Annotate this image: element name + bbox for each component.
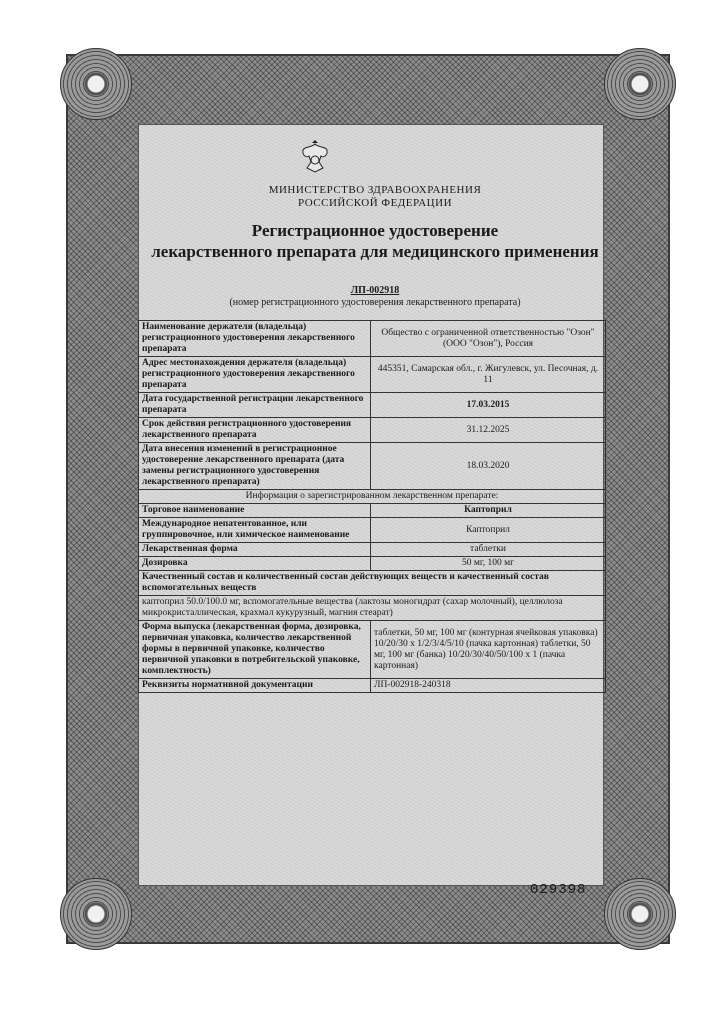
dosage-form-label: Лекарственная форма [139, 543, 371, 557]
serial-number: 029398 [530, 882, 587, 898]
table-row [139, 621, 606, 679]
table-row [139, 321, 606, 357]
table-row [139, 596, 606, 621]
holder-name-label: Наименование держателя (владельца) регистрационного удостоверения лекарственного препарата [139, 321, 371, 357]
ministry-line-1: МИНИСТЕРСТВО ЗДРАВООХРАНЕНИЯ [268, 184, 482, 196]
registration-number: ЛП-002918 [350, 285, 400, 296]
inn-label: Международное непатентованное, или группировочное, или химическое наименование [139, 518, 371, 543]
registration-number-block [180, 285, 570, 309]
table-row [139, 571, 606, 596]
table-row [139, 418, 606, 443]
validity-value: 31.12.2025 [371, 418, 606, 443]
release-form-label: Форма выпуска (лекарственная форма, дозировка, первичная упаковка, количество лекарственной формы в первичной упаковке, количество первичной упаковки в потребительской упаковке, комплектность) [139, 621, 371, 679]
dosage-value: 50 мг, 100 мг [371, 557, 606, 571]
normative-doc-label: Реквизиты нормативной документации [139, 679, 371, 693]
ministry-line-2: РОССИЙСКОЙ ФЕДЕРАЦИИ [297, 197, 453, 209]
table-row [139, 393, 606, 418]
title-line-1: Регистрационное удостоверение [251, 221, 499, 240]
validity-label: Срок действия регистрационного удостоверения лекарственного препарата [139, 418, 371, 443]
table-row [139, 490, 606, 504]
table-row [139, 557, 606, 571]
registration-number-caption: (номер регистрационного удостоверения лекарственного препарата) [229, 297, 521, 308]
certificate-title [130, 220, 620, 262]
table-row [139, 357, 606, 393]
table-row [139, 443, 606, 490]
release-form-value: таблетки, 50 мг, 100 мг (контурная ячейковая упаковка) 10/20/30 x 1/2/3/4/5/10 (пачка картонная) таблетки, 50 мг, 100 мг (банка) 10/20/30/40/50/100 x 1 (пачка картонная) [371, 621, 606, 679]
amendment-date-value: 18.03.2020 [371, 443, 606, 490]
normative-doc-value: ЛП-002918-240318 [371, 679, 606, 693]
trade-name-label: Торговое наименование [139, 504, 371, 518]
trade-name-value: Каптоприл [371, 504, 606, 518]
table-row [139, 679, 606, 693]
dosage-label: Дозировка [139, 557, 371, 571]
registration-date-label: Дата государственной регистрации лекарственного препарата [139, 393, 371, 418]
inn-value: Каптоприл [371, 518, 606, 543]
certificate-table [138, 320, 606, 693]
amendment-date-label: Дата внесения изменений в регистрационное удостоверение лекарственного препарата (дата замены регистрационного удостоверения лекарственного препарата) [139, 443, 371, 490]
table-row [139, 518, 606, 543]
corner-rosette [60, 48, 132, 120]
corner-rosette [60, 878, 132, 950]
registration-date-value: 17.03.2015 [371, 393, 606, 418]
holder-name-value: Общество с ограниченной ответственностью "Озон" (ООО "Озон"), Россия [371, 321, 606, 357]
holder-address-label: Адрес местонахождения держателя (владельца) регистрационного удостоверения лекарственного препарата [139, 357, 371, 393]
ministry-heading [180, 184, 570, 210]
composition-title: Качественный состав и количественный состав действующих веществ и качественный состав вспомогательных веществ [139, 571, 606, 596]
table-row [139, 504, 606, 518]
title-line-2: лекарственного препарата для медицинского применения [151, 242, 599, 261]
table-row [139, 543, 606, 557]
holder-address-value: 445351, Самарская обл., г. Жигулевск, ул. Песочная, д. 11 [371, 357, 606, 393]
corner-rosette [604, 48, 676, 120]
drug-info-caption: Информация о зарегистрированном лекарственном препарате: [139, 490, 606, 504]
composition-text: каптоприл 50.0/100.0 мг, вспомогательные вещества (лактозы моногидрат (сахар молочный), целлюлоза микрокристаллическая, крахмал кукурузный, магния стеарат) [139, 596, 606, 621]
dosage-form-value: таблетки [371, 543, 606, 557]
coat-of-arms-icon [297, 140, 333, 176]
corner-rosette [604, 878, 676, 950]
